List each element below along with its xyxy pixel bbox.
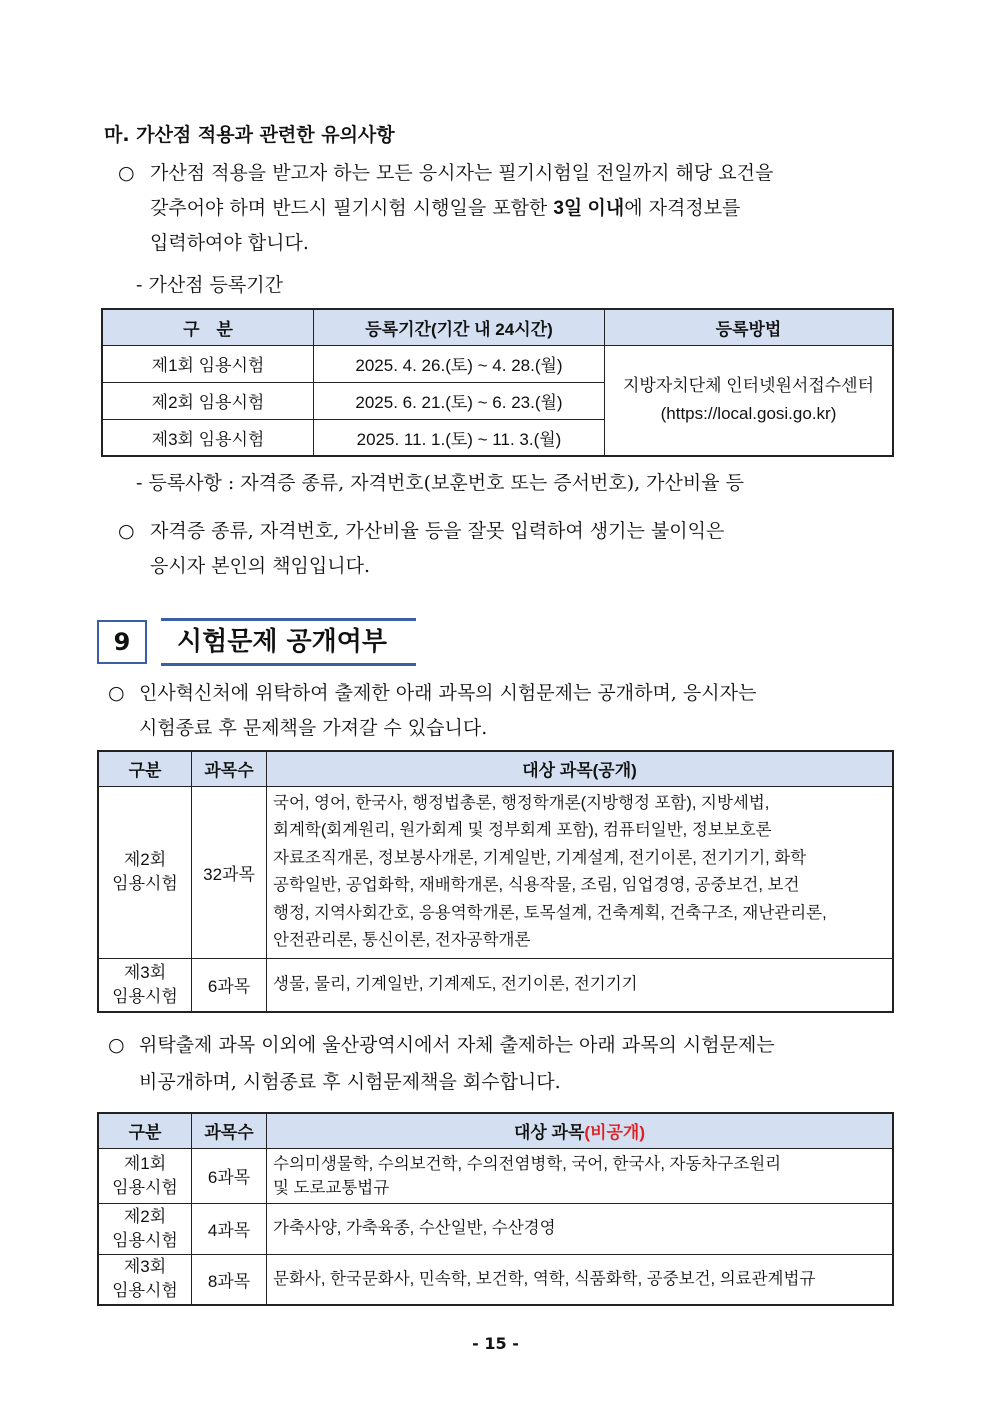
section-heading-ma: 마. 가산점 적용과 관련한 유의사항 [104, 124, 395, 146]
table-cell-subjects [267, 786, 894, 958]
table-cell-exam: 제1회 임용시험 [102, 345, 314, 382]
table-header: 등록기간(기간 내 24시간) [314, 309, 605, 345]
table-cell-period: 2025. 4. 26.(토) ~ 4. 28.(월) [314, 345, 605, 382]
table-cell-method [605, 345, 894, 456]
table-header: 구 분 [102, 309, 314, 345]
paragraph-line: 자격증 종류, 자격번호, 가산비율 등을 잘못 입력하여 생기는 불이익은 [150, 520, 725, 542]
page-number: - 15 - [472, 1334, 519, 1353]
method-url: (https://local.gosi.go.kr) [660, 404, 837, 424]
table-cell-subjects [267, 1203, 894, 1254]
method-name: 지방자치단체 인터넷원서접수센터 [622, 376, 875, 396]
table-header: 등록방법 [605, 309, 894, 345]
subject-line: 문화사, 한국문화사, 민속학, 보건학, 역학, 식품화학, 공중보건, 의료관계법규 [273, 1269, 816, 1288]
subject-line: 및 도로교통법규 [273, 1178, 390, 1197]
paragraph-line: 응시자 본인의 책임입니다. [150, 555, 371, 577]
public-subjects-table [97, 750, 894, 1013]
private-subjects-table [97, 1112, 894, 1306]
paragraph-public-exam [108, 676, 898, 746]
table-header: 구분 [98, 751, 192, 786]
section-title: 시험문제 공개여부 [161, 618, 416, 666]
table-header: 과목수 [192, 1113, 267, 1148]
subject-line: 가축사양, 가축육종, 수산일반, 수산경영 [273, 1218, 556, 1237]
table-cell-count: 8과목 [192, 1254, 267, 1305]
table-header: 구분 [98, 1113, 192, 1148]
table-header: 과목수 [192, 751, 267, 786]
paragraph-line: 인사혁신처에 위탁하여 출제한 아래 과목의 시험문제는 공개하며, 응시자는 [139, 682, 757, 704]
paragraph-line: 시험종료 후 문제책을 가져갈 수 있습니다. [139, 717, 488, 739]
paragraph-line: 비공개하며, 시험종료 후 시험문제책을 회수합니다. [139, 1071, 561, 1093]
table-cell-exam: 제2회 임용시험 [102, 382, 314, 419]
subject-line: 수의미생물학, 수의보건학, 수의전염병학, 국어, 한국사, 자동차구조원리 [273, 1154, 782, 1173]
table-cell-exam: 제2회 임용시험 [98, 1203, 192, 1254]
subject-line: 자료조직개론, 정보봉사개론, 기계일반, 기계설계, 전기이론, 전기기기, 화학 [273, 848, 807, 867]
paragraph-line: 갖추어야 하며 반드시 필기시험 시행일을 포함한 3일 이내에 자격정보를 [150, 197, 741, 219]
table-cell-subjects [267, 1148, 894, 1203]
paragraph-line: 입력하여야 합니다. [150, 232, 309, 254]
table-cell-period: 2025. 6. 21.(토) ~ 6. 23.(월) [314, 382, 605, 419]
table-cell-subjects [267, 958, 894, 1012]
bullet-circle: ○ [118, 520, 135, 542]
table-cell-exam: 제1회 임용시험 [98, 1148, 192, 1203]
paragraph-private-exam [108, 1028, 898, 1100]
section-number: 9 [97, 620, 147, 664]
subject-line: 안전관리론, 통신이론, 전자공학개론 [273, 931, 531, 949]
subject-line: 회계학(회계원리, 원가회계 및 정부회계 포함), 컴퓨터일반, 정보보호론 [273, 821, 772, 839]
table-cell-exam: 제2회 임용시험 [98, 786, 192, 958]
paragraph-line: 가산점 적용을 받고자 하는 모든 응시자는 필기시험일 전일까지 해당 요건을 [150, 162, 774, 184]
table-cell-count: 32과목 [192, 786, 267, 958]
paragraph-line: 위탁출제 과목 이외에 울산광역시에서 자체 출제하는 아래 과목의 시험문제는 [139, 1034, 775, 1056]
registration-period-table [101, 308, 894, 457]
bullet-circle: ○ [108, 1034, 125, 1056]
sub-item-registration-items: - 등록사항 : 자격증 종류, 자격번호(보훈번호 또는 증서번호), 가산비율 등 [136, 472, 744, 494]
table-header-subjects: 대상 과목(비공개) [267, 1113, 894, 1148]
table-cell-period: 2025. 11. 1.(토) ~ 11. 3.(월) [314, 419, 605, 456]
table-cell-exam: 제3회 임용시험 [102, 419, 314, 456]
private-label: (비공개) [584, 1123, 645, 1143]
subject-line: 생물, 물리, 기계일반, 기계제도, 전기이론, 전기기기 [273, 975, 638, 993]
subject-line: 국어, 영어, 한국사, 행정법총론, 행정학개론(지방행정 포함), 지방세법, [273, 793, 770, 812]
subject-line: 행정, 지역사회간호, 응용역학개론, 토목설계, 건축계획, 건축구조, 재난관리론, [273, 903, 827, 922]
bullet-circle: ○ [118, 162, 135, 184]
bullet-circle: ○ [108, 682, 125, 704]
table-header: 대상 과목(공개) [267, 751, 894, 786]
table-cell-count: 4과목 [192, 1203, 267, 1254]
sub-item-registration-period: - 가산점 등록기간 [136, 274, 283, 296]
paragraph-responsibility [118, 514, 898, 584]
table-cell-count: 6과목 [192, 958, 267, 1012]
table-cell-subjects [267, 1254, 894, 1305]
table-cell-exam: 제3회 임용시험 [98, 1254, 192, 1305]
paragraph-bonus-notice [118, 156, 898, 261]
table-cell-exam: 제3회 임용시험 [98, 958, 192, 1012]
table-cell-count: 6과목 [192, 1148, 267, 1203]
bold-deadline: 3일 이내 [553, 198, 625, 219]
subject-line: 공학일반, 공업화학, 재배학개론, 식용작물, 조림, 임업경영, 공중보건, 보건 [273, 876, 800, 894]
